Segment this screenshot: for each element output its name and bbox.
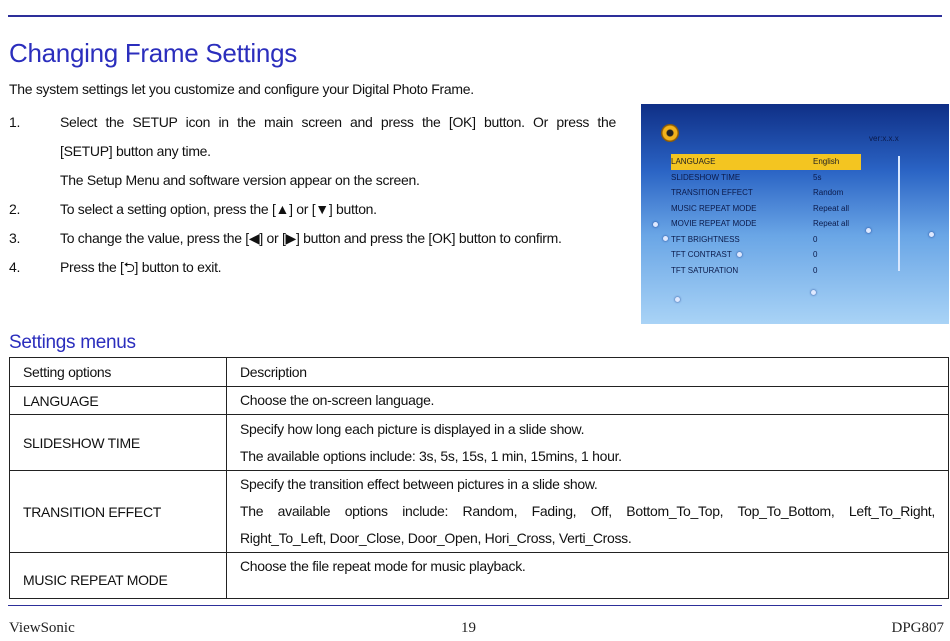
page-title: Changing Frame Settings: [9, 38, 297, 68]
step-number: 1.: [9, 114, 21, 130]
column-header: Setting options: [10, 358, 227, 387]
setting-option: TRANSITION EFFECT: [10, 471, 227, 553]
step-number: 3.: [9, 230, 21, 246]
setting-option: MUSIC REPEAT MODE: [10, 553, 227, 599]
setting-description: Specify the transition effect between pictures in a slide show. The available options include: Random, Fading, Off, Bottom_To_Top, Top_To_Bottom, Left_To_Right, Right_To_Left, Door_Close, Door_Open, Hori_Cross, Verti_Cross.: [227, 471, 949, 553]
step-1-note: The Setup Menu and software version appear on the screen.: [60, 172, 420, 188]
bubble-decoration: [663, 236, 668, 241]
step-text-continued: [SETUP] button any time.: [60, 143, 211, 159]
setup-menu-list: [671, 154, 861, 278]
bubble-decoration: [653, 222, 658, 227]
step-1: [9, 108, 616, 166]
setting-description: Choose the on-screen language.: [227, 387, 949, 415]
bubble-decoration: [811, 290, 816, 295]
footer-model: DPG807: [891, 620, 944, 636]
page-number: 19: [461, 620, 476, 636]
column-header: Description: [227, 358, 949, 387]
table-row: [10, 387, 949, 415]
bubble-decoration: [737, 252, 742, 257]
section-title: Settings menus: [9, 332, 136, 353]
setting-description: Choose the file repeat mode for music playback.: [227, 553, 949, 599]
step-4: [9, 253, 616, 282]
setting-option: LANGUAGE: [10, 387, 227, 415]
step-text: To change the value, press the [◀] or [▶] button and press the [OK] button to confirm.: [60, 230, 562, 246]
bubble-decoration: [929, 232, 934, 237]
bubble-decoration: [675, 297, 680, 302]
setup-menu-screenshot: [641, 104, 949, 324]
step-number: 2.: [9, 201, 21, 217]
setup-menu-item-tft-contrast: TFT CONTRAST 0: [671, 250, 818, 259]
setup-menu-item-tft-brightness: TFT BRIGHTNESS 0: [671, 234, 818, 244]
step-text: To select a setting option, press the [▲] or [▼] button.: [60, 201, 377, 217]
table-row: [10, 415, 949, 471]
setup-menu-item-language: LANGUAGE English: [671, 154, 861, 170]
top-rule: [8, 15, 942, 17]
step-number: 4.: [9, 259, 21, 275]
step-text: Press the [⮌] button to exit.: [60, 259, 222, 275]
steps-list: [9, 108, 616, 282]
table-header-row: [10, 358, 949, 387]
settings-table: [9, 357, 949, 599]
gear-icon: [661, 124, 679, 142]
bubble-decoration: [866, 228, 871, 233]
table-row: [10, 553, 949, 599]
setup-menu-item-music-repeat: MUSIC REPEAT MODE Repeat all: [671, 203, 850, 213]
software-version: ver:x.x.x: [869, 134, 899, 143]
step-3: [9, 224, 616, 253]
scrollbar-track: [898, 156, 900, 271]
setup-menu-item-tft-saturation: TFT SATURATION 0: [671, 265, 818, 275]
setup-menu-item-slideshow-time: SLIDESHOW TIME 5s: [671, 172, 822, 182]
table-row: [10, 471, 949, 553]
step-2: [9, 195, 616, 224]
setting-description: Specify how long each picture is displayed in a slide show. The available options include: 3s, 5s, 15s, 1 min, 15mins, 1 hour.: [227, 415, 949, 471]
setup-menu-item-movie-repeat: MOVIE REPEAT MODE Repeat all: [671, 219, 850, 228]
footer-brand: ViewSonic: [9, 620, 75, 636]
step-text: Select the SETUP icon in the main screen and press the [OK] button. Or press the: [60, 114, 616, 130]
intro-text: The system settings let you customize and configure your Digital Photo Frame.: [9, 81, 474, 97]
bottom-rule: [8, 605, 942, 606]
setup-menu-item-transition-effect: TRANSITION EFFECT Random: [671, 188, 844, 197]
setting-option: SLIDESHOW TIME: [10, 415, 227, 471]
